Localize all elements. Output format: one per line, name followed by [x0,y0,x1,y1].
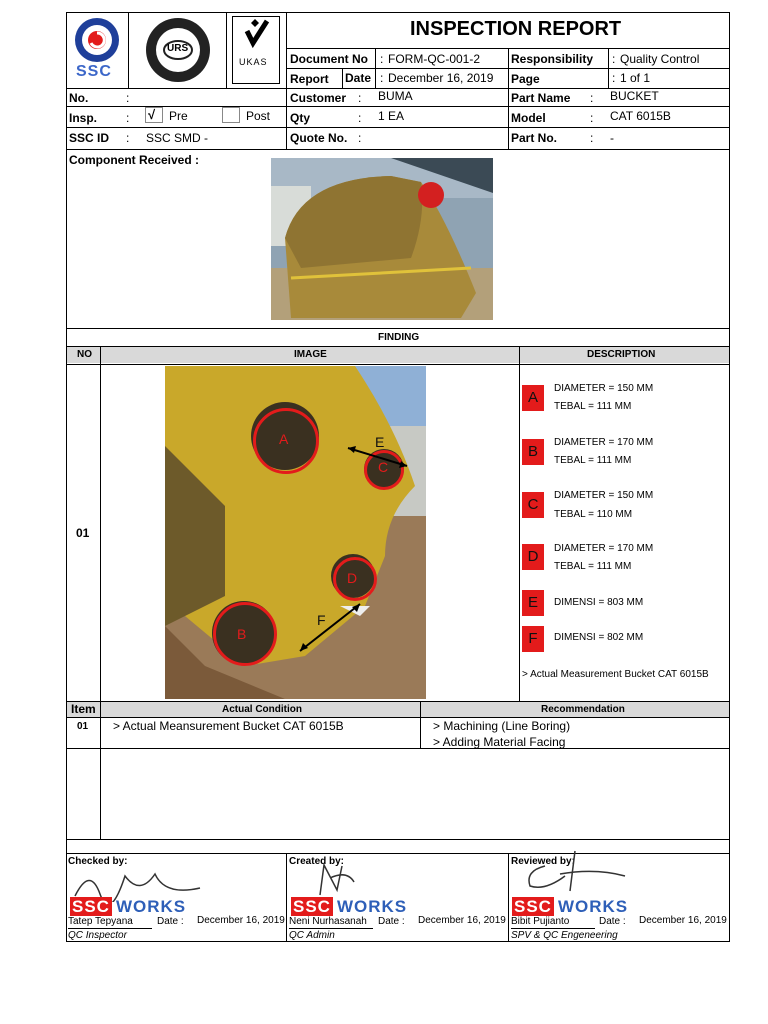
divider [66,149,730,150]
divider [66,346,730,347]
customer-value: BUMA [378,89,413,103]
colon: : [358,91,362,105]
col-description-header: DESCRIPTION [587,349,656,360]
divider [66,748,730,749]
divider [66,839,730,840]
finding-title: FINDING [378,332,420,343]
component-received-photo [271,158,493,320]
colon: : [590,91,594,105]
page-value: 1 of 1 [620,71,651,85]
checked-name: Tatep Tepyana [68,916,133,927]
divider [508,88,509,149]
desc-f-line1: DIMENSI = 802 MM [554,632,644,643]
pre-label: Pre [169,109,188,123]
responsibility-value: Quality Control [620,52,700,66]
divider [286,12,287,88]
divider [226,12,227,88]
brand-works: WORKS [557,897,629,916]
post-label: Post [246,109,271,123]
document-no-value: FORM-QC-001-2 [388,52,481,66]
divider [286,88,287,149]
desc-c-line1: DIAMETER = 150 MM [554,490,654,501]
col-actual-header: Actual Condition [222,704,302,715]
page-label: Page [511,72,540,86]
desc-e-line1: DIMENSI = 803 MM [554,597,644,608]
marker-a-label: A [279,431,289,447]
reviewed-ssc-works-logo [512,897,628,917]
desc-c-line2: TEBAL = 110 MM [554,509,633,520]
ssc-logo-text: SSC [76,63,112,80]
marker-c-label: C [378,459,389,475]
desc-tag-e: E [522,590,544,616]
desc-tag-c: C [522,492,544,518]
component-received-label: Component Received : [69,153,200,167]
created-ssc-works-logo [291,897,407,917]
part-no-value: - [610,131,614,145]
divider [100,346,101,701]
desc-a-line2: TEBAL = 111 MM [554,401,632,412]
checked-date: December 16, 2019 [197,915,285,926]
urs-certification-logo [144,16,212,84]
colon: : [126,91,130,105]
col-no-header: NO [77,349,92,360]
reviewed-date: December 16, 2019 [639,915,727,926]
marker-f-label: F [317,612,326,628]
divider [100,701,101,839]
colon: : [590,131,594,145]
created-date-label: Date : [378,916,405,927]
created-date: December 16, 2019 [418,915,506,926]
divider [68,928,152,929]
desc-tag-f: F [522,626,544,652]
divider [286,853,287,942]
actual-condition: > Actual Meansurement Bucket CAT 6015B [113,719,344,733]
dimension-arrows [165,366,426,699]
divider [289,928,373,929]
pre-checkmark: √ [148,107,156,122]
desc-tag-a: A [522,385,544,411]
desc-tag-b: B [522,439,544,465]
brand-ssc: SSC [72,897,110,916]
no-label: No. [69,91,89,105]
divider [519,346,520,701]
brand-works: WORKS [115,897,187,916]
checked-ssc-works-logo [70,897,186,917]
customer-label: Customer [290,91,347,105]
divider [608,48,609,88]
desc-b-line1: DIAMETER = 170 MM [554,437,654,448]
ukas-logo [232,16,280,84]
marker-d-label: D [347,570,358,586]
divider [66,127,730,128]
colon: : [590,111,594,125]
divider [128,12,129,88]
condition-item: 01 [77,721,89,732]
colon: : [612,52,616,66]
desc-tag-d: D [522,544,544,570]
desc-d-line2: TEBAL = 111 MM [554,561,632,572]
part-name-label: Part Name [511,91,571,105]
colon: : [126,131,130,145]
colon: : [126,111,130,125]
divider [508,853,509,942]
divider [342,68,343,88]
colon: : [380,52,384,66]
report-date-value: December 16, 2019 [388,71,494,85]
reviewed-signature [515,846,635,896]
reviewed-role: SPV & QC Engeneering [511,930,618,941]
marker-e-label: E [375,434,385,450]
part-no-label: Part No. [511,131,558,145]
created-signature [312,860,362,900]
checked-date-label: Date : [157,916,184,927]
model-label: Model [511,111,546,125]
brand-ssc: SSC [293,897,331,916]
ssc-id-value: SSC SMD - [146,131,209,145]
document-no-label: Document No [290,52,368,66]
divider [375,48,376,88]
brand-ssc: SSC [514,897,552,916]
created-by-label: Created by: [289,856,345,867]
col-recommendation-header: Recommendation [541,704,625,715]
colon: : [358,131,362,145]
brand-works: WORKS [336,897,408,916]
recommendation-2: > Adding Material Facing [433,735,566,749]
divider [66,717,730,718]
ssc-logo [70,15,124,83]
divider [420,701,421,748]
reviewed-date-label: Date : [599,916,626,927]
divider [66,106,730,107]
post-checkbox[interactable] [222,107,240,123]
divider [66,364,730,365]
recommendation-1: > Machining (Line Boring) [433,719,571,733]
qty-value: 1 EA [378,109,405,123]
model-value: CAT 6015B [610,109,671,123]
created-name: Neni Nurhasanah [289,916,367,927]
insp-label: Insp. [69,111,98,125]
marker-b-label: B [237,626,247,642]
divider [66,328,730,329]
condition-header-bg [67,702,729,717]
desc-b-line2: TEBAL = 111 MM [554,455,632,466]
desc-d-line1: DIAMETER = 170 MM [554,543,654,554]
reviewed-name: Bibit Pujianto [511,916,570,927]
ssc-id-label: SSC ID [69,131,110,145]
divider [511,928,595,929]
desc-a-line1: DIAMETER = 150 MM [554,383,654,394]
page-title: INSPECTION REPORT [410,18,622,40]
created-role: QC Admin [289,930,335,941]
quote-no-label: Quote No. [290,131,348,145]
checked-by-label: Checked by: [68,856,128,867]
colon: : [380,71,384,85]
finding-row-no: 01 [76,526,90,540]
report-label: Report [290,72,329,86]
qty-label: Qty [290,111,311,125]
divider [508,48,509,88]
part-name-value: BUCKET [610,89,659,103]
reviewed-by-label: Reviewed by: [511,856,575,867]
col-image-header: IMAGE [294,349,327,360]
responsibility-label: Responsibility [511,52,594,66]
colon: : [358,111,362,125]
checked-role: QC Inspector [68,930,127,941]
urs-logo-text: URS [167,43,189,54]
finding-note: > Actual Measurement Bucket CAT 6015B [522,669,709,680]
ukas-logo-text: UKAS [239,57,268,67]
colon: : [612,71,616,85]
date-label: Date [345,71,372,85]
col-item-header: Item [71,702,96,716]
